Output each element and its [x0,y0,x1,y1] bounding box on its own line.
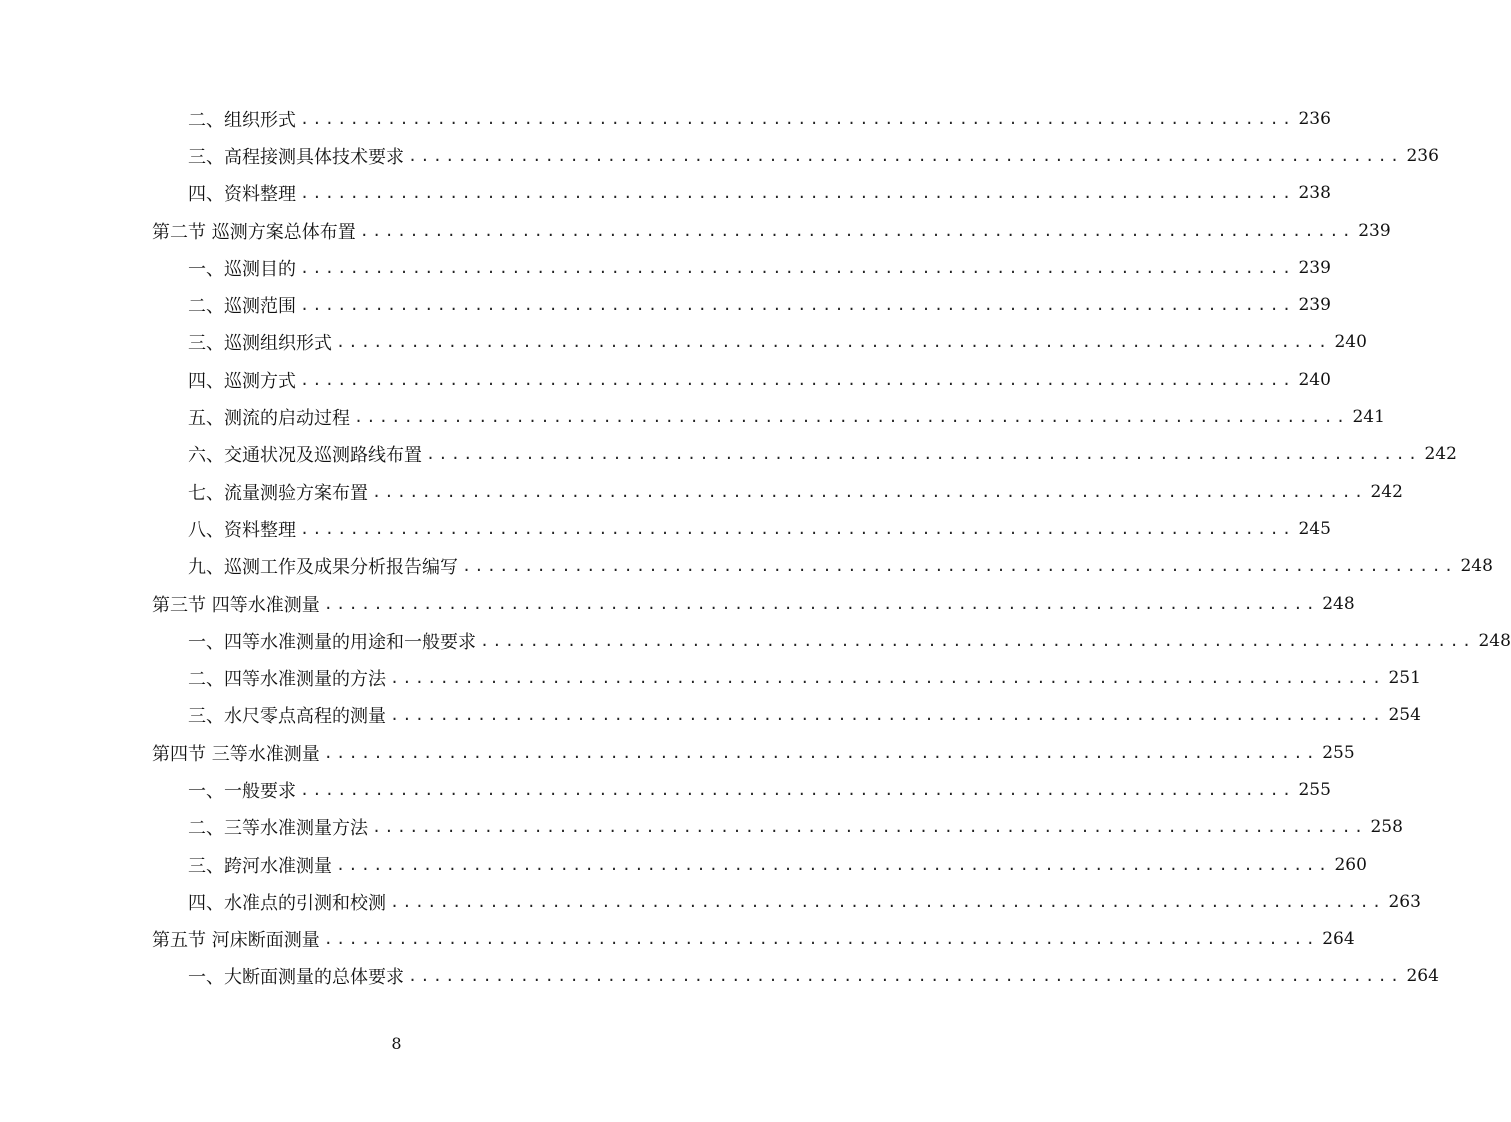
dot-leader: ................................................................................ [323,594,1319,613]
toc-entry-title: 第三节 四等水准测量 [152,594,320,616]
toc-entry-title: 二、组织形式 [188,109,296,131]
dot-leader: ................................................................................ [354,408,1349,427]
toc-entry-title: 四、水准点的引测和校测 [188,892,386,914]
toc-entry-title: 第二节 巡测方案总体布置 [152,221,356,243]
toc-section-entry[interactable] [0,212,1391,249]
toc-entry-page: 264 [1406,966,1439,987]
toc-entry-page: 251 [1388,668,1421,689]
toc-entry-page: 236 [1298,108,1331,129]
dot-leader: ................................................................................ [300,258,1295,277]
toc-entry-page: 239 [1358,220,1391,241]
toc-entry-page: 245 [1298,518,1331,539]
toc-entry-page: 240 [1298,369,1331,390]
toc-subsection-entry[interactable] [0,771,1331,808]
toc-entry-page: 260 [1334,854,1367,875]
toc-entry-page: 263 [1388,891,1421,912]
toc-subsection-entry[interactable] [0,361,1331,398]
dot-leader: ................................................................................ [408,146,1403,165]
toc-entry-page: 248 [1322,593,1355,614]
toc-entry-title: 三、高程接测具体技术要求 [188,146,404,168]
toc-subsection-entry[interactable] [0,697,1421,734]
toc-entry-title: 八、资料整理 [188,519,296,541]
dot-leader: ................................................................................ [300,109,1295,128]
toc-subsection-entry[interactable] [0,324,1367,361]
dot-leader: ................................................................................ [300,370,1295,389]
dot-leader: ................................................................................ [300,780,1295,799]
toc-subsection-entry[interactable] [0,659,1421,696]
toc-subsection-entry[interactable] [0,398,1385,435]
dot-leader: ................................................................................ [300,184,1295,203]
toc-entry-page: 254 [1388,705,1421,726]
toc-subsection-entry[interactable] [0,137,1439,174]
toc-entry-title: 六、交通状况及巡测路线布置 [188,445,422,467]
toc-entry-title: 三、水尺零点高程的测量 [188,706,386,728]
toc-entry-page: 248 [1460,556,1493,577]
toc-entry-title: 二、巡测范围 [188,296,296,318]
page-number: 8 [391,1034,402,1053]
dot-leader: ................................................................................ [336,333,1331,352]
toc-subsection-entry[interactable] [0,809,1403,846]
toc-entry-page: 239 [1298,257,1331,278]
toc-entry-page: 242 [1370,481,1403,502]
dot-leader: ................................................................................ [390,706,1385,725]
dot-leader: ................................................................................ [323,930,1319,949]
toc-subsection-entry[interactable] [0,883,1421,920]
toc-entry-title: 四、资料整理 [188,184,296,206]
toc-entry-page: 240 [1334,332,1367,353]
toc-entry-title: 二、三等水准测量方法 [188,818,368,840]
toc-subsection-entry[interactable] [0,473,1403,510]
toc-entry-title: 二、四等水准测量的方法 [188,669,386,691]
dot-leader: ................................................................................ [336,855,1331,874]
table-of-contents [0,100,1511,995]
dot-leader: ................................................................................ [372,482,1367,501]
toc-entry-page: 248 [1478,630,1511,651]
toc-subsection-entry[interactable] [0,249,1331,286]
toc-subsection-entry[interactable] [0,622,1511,659]
toc-entry-title: 三、巡测组织形式 [188,333,332,355]
toc-entry-page: 238 [1298,183,1331,204]
toc-entry-title: 第四节 三等水准测量 [152,743,320,765]
toc-entry-page: 242 [1424,444,1457,465]
toc-entry-title: 四、巡测方式 [188,370,296,392]
toc-entry-page: 241 [1352,407,1385,428]
toc-subsection-entry[interactable] [0,436,1457,473]
toc-entry-page: 255 [1298,779,1331,800]
toc-entry-title: 五、测流的启动过程 [188,408,350,430]
toc-entry-title: 一、巡测目的 [188,258,296,280]
toc-entry-title: 九、巡测工作及成果分析报告编写 [188,557,458,579]
dot-leader: ................................................................................ [390,669,1385,688]
dot-leader: ................................................................................ [323,743,1319,762]
toc-entry-page: 264 [1322,929,1355,950]
toc-subsection-entry[interactable] [0,548,1493,585]
toc-entry-title: 第五节 河床断面测量 [152,930,320,952]
toc-subsection-entry[interactable] [0,100,1331,137]
toc-entry-page: 236 [1406,145,1439,166]
dot-leader: ................................................................................ [300,296,1295,315]
toc-entry-page: 239 [1298,295,1331,316]
dot-leader: ................................................................................ [408,967,1403,986]
toc-subsection-entry[interactable] [0,958,1439,995]
toc-section-entry[interactable] [0,921,1355,958]
toc-entry-title: 三、跨河水准测量 [188,855,332,877]
dot-leader: ................................................................................ [300,519,1295,538]
dot-leader: ................................................................................ [462,557,1457,576]
toc-entry-title: 七、流量测验方案布置 [188,482,368,504]
toc-entry-page: 255 [1322,742,1355,763]
dot-leader: ................................................................................ [359,221,1355,240]
toc-entry-page: 258 [1370,817,1403,838]
dot-leader: ................................................................................ [390,892,1385,911]
toc-section-entry[interactable] [0,734,1355,771]
toc-entry-title: 一、大断面测量的总体要求 [188,967,404,989]
toc-subsection-entry[interactable] [0,175,1331,212]
toc-entry-title: 一、四等水准测量的用途和一般要求 [188,631,476,653]
toc-subsection-entry[interactable] [0,286,1331,323]
dot-leader: ................................................................................ [426,445,1421,464]
toc-entry-title: 一、一般要求 [188,780,296,802]
dot-leader: ................................................................................ [480,631,1475,650]
toc-subsection-entry[interactable] [0,846,1367,883]
toc-subsection-entry[interactable] [0,510,1331,547]
toc-section-entry[interactable] [0,585,1355,622]
dot-leader: ................................................................................ [372,818,1367,837]
